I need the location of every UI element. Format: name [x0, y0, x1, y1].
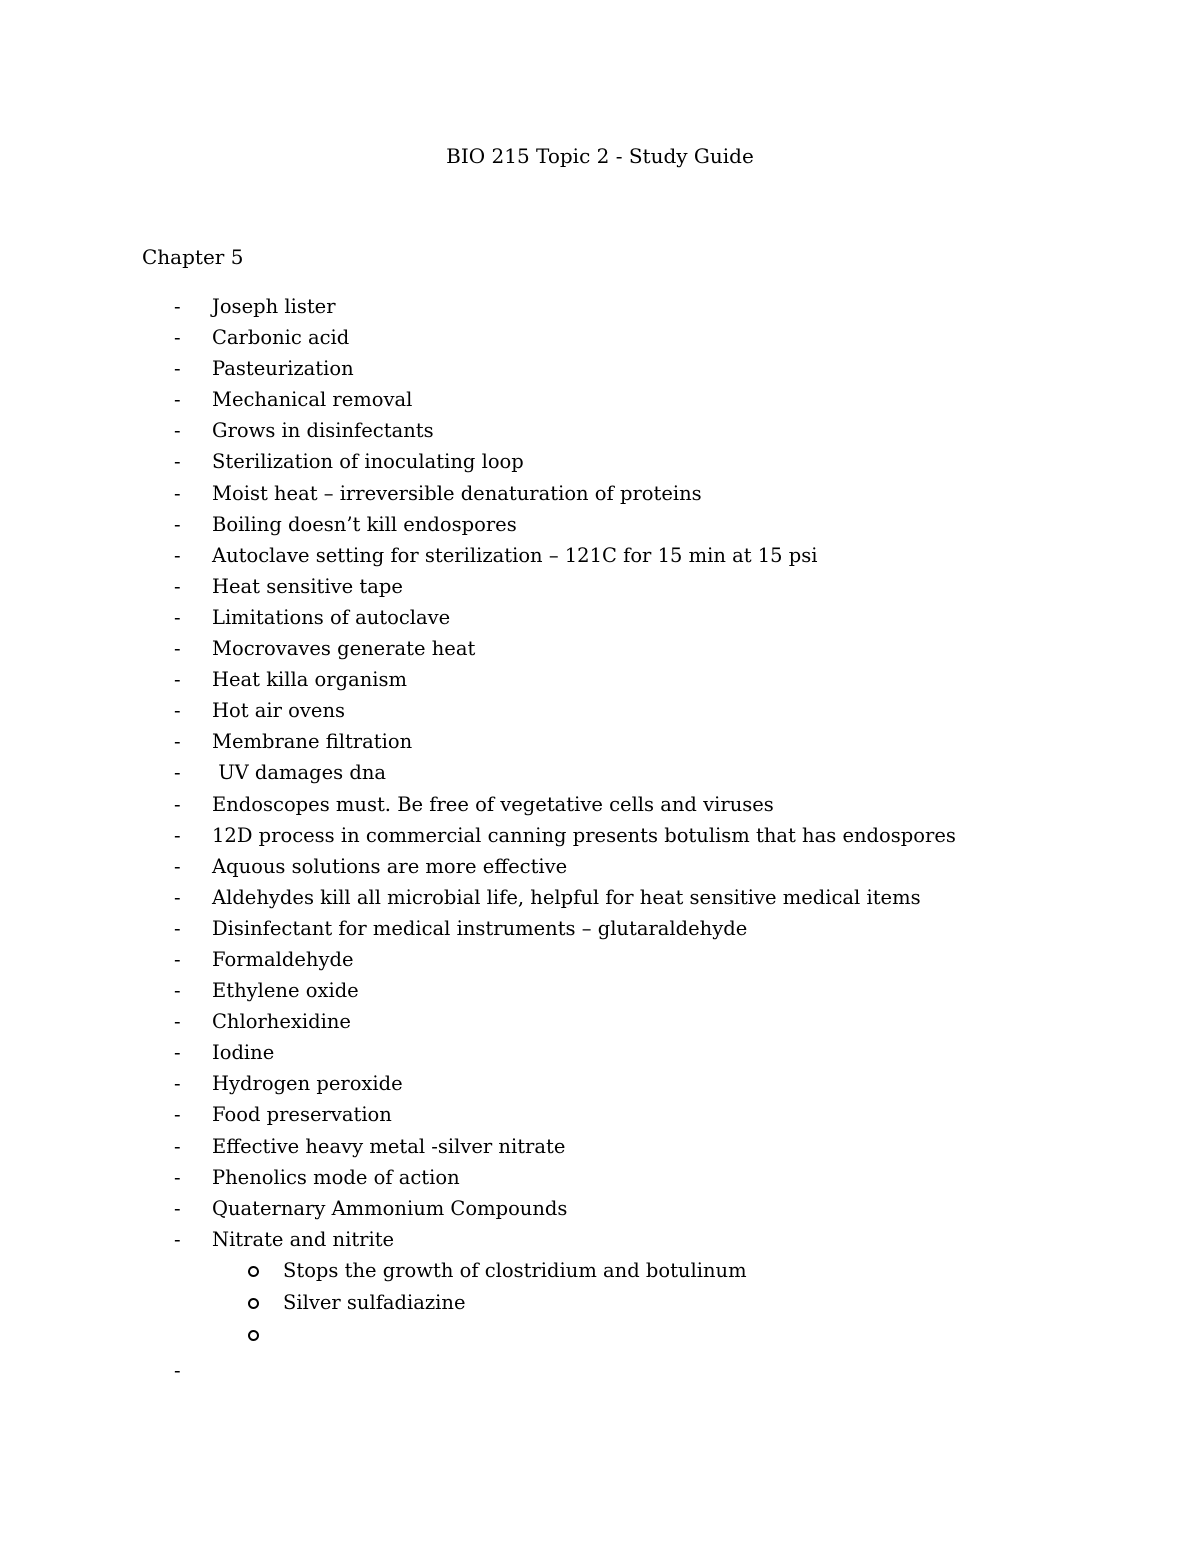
list-item — [0, 1101, 1200, 1132]
dash-bullet: - — [174, 574, 181, 598]
dash-bullet: - — [174, 1072, 181, 1096]
list-item-text: Joseph lister — [212, 295, 336, 318]
list-item — [0, 1164, 1200, 1195]
dash-bullet: - — [174, 823, 181, 847]
dash-bullet: - — [174, 1041, 181, 1065]
dash-bullet: - — [174, 979, 181, 1003]
list-item — [0, 1226, 1200, 1257]
list-item — [0, 1039, 1200, 1070]
dash-bullet: - — [174, 481, 181, 505]
sub-list-item-text: Stops the growth of clostridium and botulinum — [283, 1258, 747, 1282]
list-item-text: Iodine — [212, 1041, 275, 1065]
list-item-text: Carbonic acid — [212, 326, 350, 350]
list-item — [0, 697, 1200, 728]
sub-list-item-text: Silver sulfadiazine — [283, 1290, 466, 1314]
list-item-text: Formaldehyde — [212, 947, 354, 971]
list-item — [0, 1195, 1200, 1226]
dash-bullet: - — [174, 543, 181, 567]
dash-bullet: - — [174, 450, 181, 474]
dash-bullet: - — [174, 1227, 181, 1251]
list-item — [0, 946, 1200, 977]
list-item — [0, 355, 1200, 386]
list-item-text: Phenolics mode of action — [212, 1165, 460, 1189]
empty-list-item-dash: - — [174, 1359, 181, 1382]
list-item — [0, 977, 1200, 1008]
dash-bullet: - — [174, 1165, 181, 1189]
list-item-text: Hot air ovens — [212, 699, 346, 723]
list-item-text: Moist heat – irreversible denaturation of proteins — [212, 481, 702, 505]
dash-bullet: - — [174, 761, 181, 785]
dash-bullet: - — [174, 699, 181, 723]
list-item — [0, 386, 1200, 417]
list-item-text: Autoclave setting for sterilization – 121C for 15 min at 15 psi — [212, 543, 818, 567]
circle-bullet-icon — [248, 1298, 259, 1309]
list-item-text: Aquous solutions are more effective — [212, 854, 568, 878]
dash-bullet: - — [174, 388, 181, 412]
list-item-text: Nitrate and nitrite — [212, 1227, 395, 1251]
list-item-text: Effective heavy metal -silver nitrate — [212, 1134, 566, 1158]
dash-bullet: - — [174, 512, 181, 536]
circle-bullet-icon — [248, 1266, 259, 1277]
dash-bullet: - — [174, 668, 181, 692]
list-item — [0, 853, 1200, 884]
list-item — [0, 417, 1200, 448]
sub-list-item — [0, 1289, 1200, 1321]
list-item — [0, 604, 1200, 635]
chapter-heading: Chapter 5 — [142, 245, 244, 269]
list-item — [0, 791, 1200, 822]
dash-bullet: - — [174, 357, 181, 381]
list-item-text: 12D process in commercial canning presents botulism that has endospores — [212, 823, 956, 847]
list-item — [0, 666, 1200, 697]
dash-bullet: - — [174, 637, 181, 661]
list-item — [0, 1070, 1200, 1101]
list-item-text: Pasteurization — [212, 357, 354, 381]
list-item — [0, 480, 1200, 511]
dash-bullet: - — [174, 792, 181, 816]
list-item — [0, 293, 1200, 324]
document-title: BIO 215 Topic 2 - Study Guide — [446, 144, 754, 168]
list-item — [0, 511, 1200, 542]
dash-bullet: - — [174, 1010, 181, 1034]
list-item — [0, 759, 1200, 790]
dash-bullet: - — [174, 1103, 181, 1127]
dash-bullet: - — [174, 1196, 181, 1220]
study-guide-list — [0, 293, 1200, 1353]
list-item — [0, 448, 1200, 479]
list-item — [0, 573, 1200, 604]
dash-bullet: - — [174, 1134, 181, 1158]
list-item — [0, 542, 1200, 573]
list-item — [0, 324, 1200, 355]
list-item-text: Grows in disinfectants — [212, 419, 434, 443]
list-item — [0, 822, 1200, 853]
circle-bullet-icon — [248, 1330, 259, 1341]
list-item-text: Boiling doesn’t kill endospores — [212, 512, 517, 536]
dash-bullet: - — [174, 326, 181, 350]
list-item-text: Aldehydes kill all microbial life, helpful for heat sensitive medical items — [212, 885, 921, 909]
list-item — [0, 635, 1200, 666]
list-item — [0, 1008, 1200, 1039]
list-item-text: Disinfectant for medical instruments – glutaraldehyde — [212, 916, 748, 940]
list-item-text: Chlorhexidine — [212, 1010, 351, 1034]
sub-list-item — [0, 1257, 1200, 1289]
dash-bullet: - — [174, 854, 181, 878]
list-item-text: Mocrovaves generate heat — [212, 637, 476, 661]
list-item-text: Limitations of autoclave — [212, 605, 451, 629]
list-item — [0, 728, 1200, 759]
list-item-text: Mechanical removal — [212, 388, 413, 412]
list-item-text: Membrane filtration — [212, 730, 413, 754]
list-item-text: Sterilization of inoculating loop — [212, 450, 524, 474]
list-item-text: Quaternary Ammonium Compounds — [212, 1196, 568, 1220]
list-item-text: Food preservation — [212, 1103, 392, 1127]
sub-list-item — [0, 1321, 1200, 1353]
dash-bullet: - — [174, 419, 181, 443]
list-item-text: Endoscopes must. Be free of vegetative cells and viruses — [212, 792, 774, 816]
dash-bullet: - — [174, 885, 181, 909]
dash-bullet: - — [174, 947, 181, 971]
list-item-text: UV damages dna — [212, 761, 387, 785]
list-item-text: Hydrogen peroxide — [212, 1072, 403, 1096]
list-item-text: Ethylene oxide — [212, 979, 359, 1003]
list-item — [0, 915, 1200, 946]
list-item — [0, 1133, 1200, 1164]
list-item-text: Heat killa organism — [212, 668, 408, 692]
dash-bullet: - — [174, 730, 181, 754]
list-item-text: Heat sensitive tape — [212, 574, 403, 598]
list-item — [0, 884, 1200, 915]
dash-bullet: - — [174, 605, 181, 629]
dash-bullet: - — [174, 295, 181, 318]
dash-bullet: - — [174, 916, 181, 940]
